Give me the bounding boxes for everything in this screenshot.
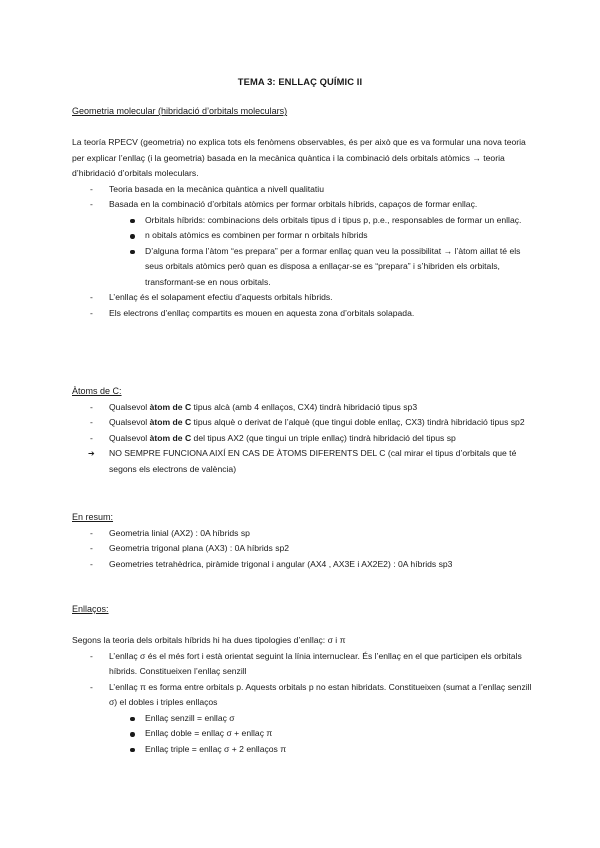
section-heading: Geometria molecular (hibridació d’orbitals moleculars)	[72, 106, 288, 116]
list-item-arrow: ➔ NO SEMPRE FUNCIONA AIXÍ EN CAS DE ÀTOMS DIFERENTS DEL C (cal mirar el tipus d’orbitals que té segons els electrons de valència)	[72, 446, 532, 477]
section-enllacos-body	[72, 633, 532, 757]
paragraph-intro: Segons la teoria dels orbitals híbrids hi ha dues tipologies d’enllaç: σ i π	[72, 635, 346, 645]
section-en-resum	[72, 510, 532, 572]
section-geometria-molecular	[72, 104, 532, 120]
list-item: - Qualsevol àtom de C tipus alcà (amb 4 enllaços, CX4) tindrà hibridació tipus sp3	[72, 400, 532, 416]
section-atoms-c	[72, 384, 532, 477]
list-item: - Basada en la combinació d’orbitals atòmics per formar orbitals híbrids, capaços de formar enllaç.	[72, 197, 532, 213]
document-title: TEMA 3: ENLLAÇ QUÍMIC II	[237, 76, 363, 87]
list-item: - Geometries tetrahèdrica, piràmide trigonal i angular (AX4 , AX3E i AX2E2) : 0A híbrids sp3	[72, 557, 532, 573]
list-item: Enllaç triple = enllaç σ + 2 enllaços π	[109, 742, 532, 758]
dash-list	[72, 526, 532, 573]
section-enllacos	[72, 602, 532, 618]
list-item: - Teoria basada en la mecànica quàntica a nivell qualitatiu	[72, 182, 532, 198]
list-item: n obitals atòmics es combinen per formar n orbitals híbrids	[109, 228, 532, 244]
list-item: D’alguna forma l’àtom “es prepara” per a formar enllaç quan veu la possibilitat → l’àtom aillat té els seus orbitals atòmics però quan es disposa a enllaçar-se es “prepara” i s’hibriden els orbitals, transformant-se en nous orbitals.	[109, 244, 532, 291]
section-heading: En resum:	[72, 512, 114, 522]
list-item: - Qualsevol àtom de C del tipus AX2 (que tingui un triple enllaç) tindrà hibridació del tipus sp	[72, 431, 532, 447]
dash-list	[72, 400, 532, 478]
paragraph-intro: La teoría RPECV (geometria) no explica tots els fenòmens observables, és per això que es va formular una nova teoria per explicar l’enllaç (i la geometria) basada en la mecànica quàntica i la combinació dels orbitals atòmics → teoria d’hibridació d’orbitals moleculars.	[72, 137, 526, 178]
section-heading: Enllaços:	[72, 604, 109, 614]
bullet-list	[72, 213, 532, 291]
dash-list	[72, 182, 532, 213]
list-item: - Geometria linial (AX2) : 0A híbrids sp	[72, 526, 532, 542]
dash-list	[72, 290, 532, 321]
list-item: - L’enllaç és el solapament efectiu d’aquests orbitals híbrids.	[72, 290, 532, 306]
list-item: Enllaç doble = enllaç σ + enllaç π	[109, 726, 532, 742]
list-item: - Qualsevol àtom de C tipus alquè o derivat de l’alquè (que tingui doble enllaç, CX3) tindrà hibridació tipus sp2	[72, 415, 532, 431]
bullet-list	[72, 711, 532, 758]
list-item: Orbitals híbrids: combinacions dels orbitals tipus d i tipus p, p.e., responsables de formar un enllaç.	[109, 213, 532, 229]
list-item: - L’enllaç π es forma entre orbitals p. Aquests orbitals p no estan hibridats. Constitueixen (sumat a l’enllaç senzill σ) el dobles i triples enllaços	[72, 680, 532, 711]
list-item: - Els electrons d’enllaç compartits es mouen en aquesta zona d’orbitals solapada.	[72, 306, 532, 322]
list-item: - Geometria trigonal plana (AX3) : 0A híbrids sp2	[72, 541, 532, 557]
dash-list	[72, 649, 532, 711]
list-item: Enllaç senzill = enllaç σ	[109, 711, 532, 727]
section-geometria-body	[72, 135, 532, 321]
list-item: - L’enllaç σ és el més fort i està orientat seguint la línia internuclear. És l’enllaç en el que participen els orbitals híbrids. Constitueixen l’enllaç senzill	[72, 649, 532, 680]
section-heading: Àtoms de C:	[72, 386, 122, 396]
